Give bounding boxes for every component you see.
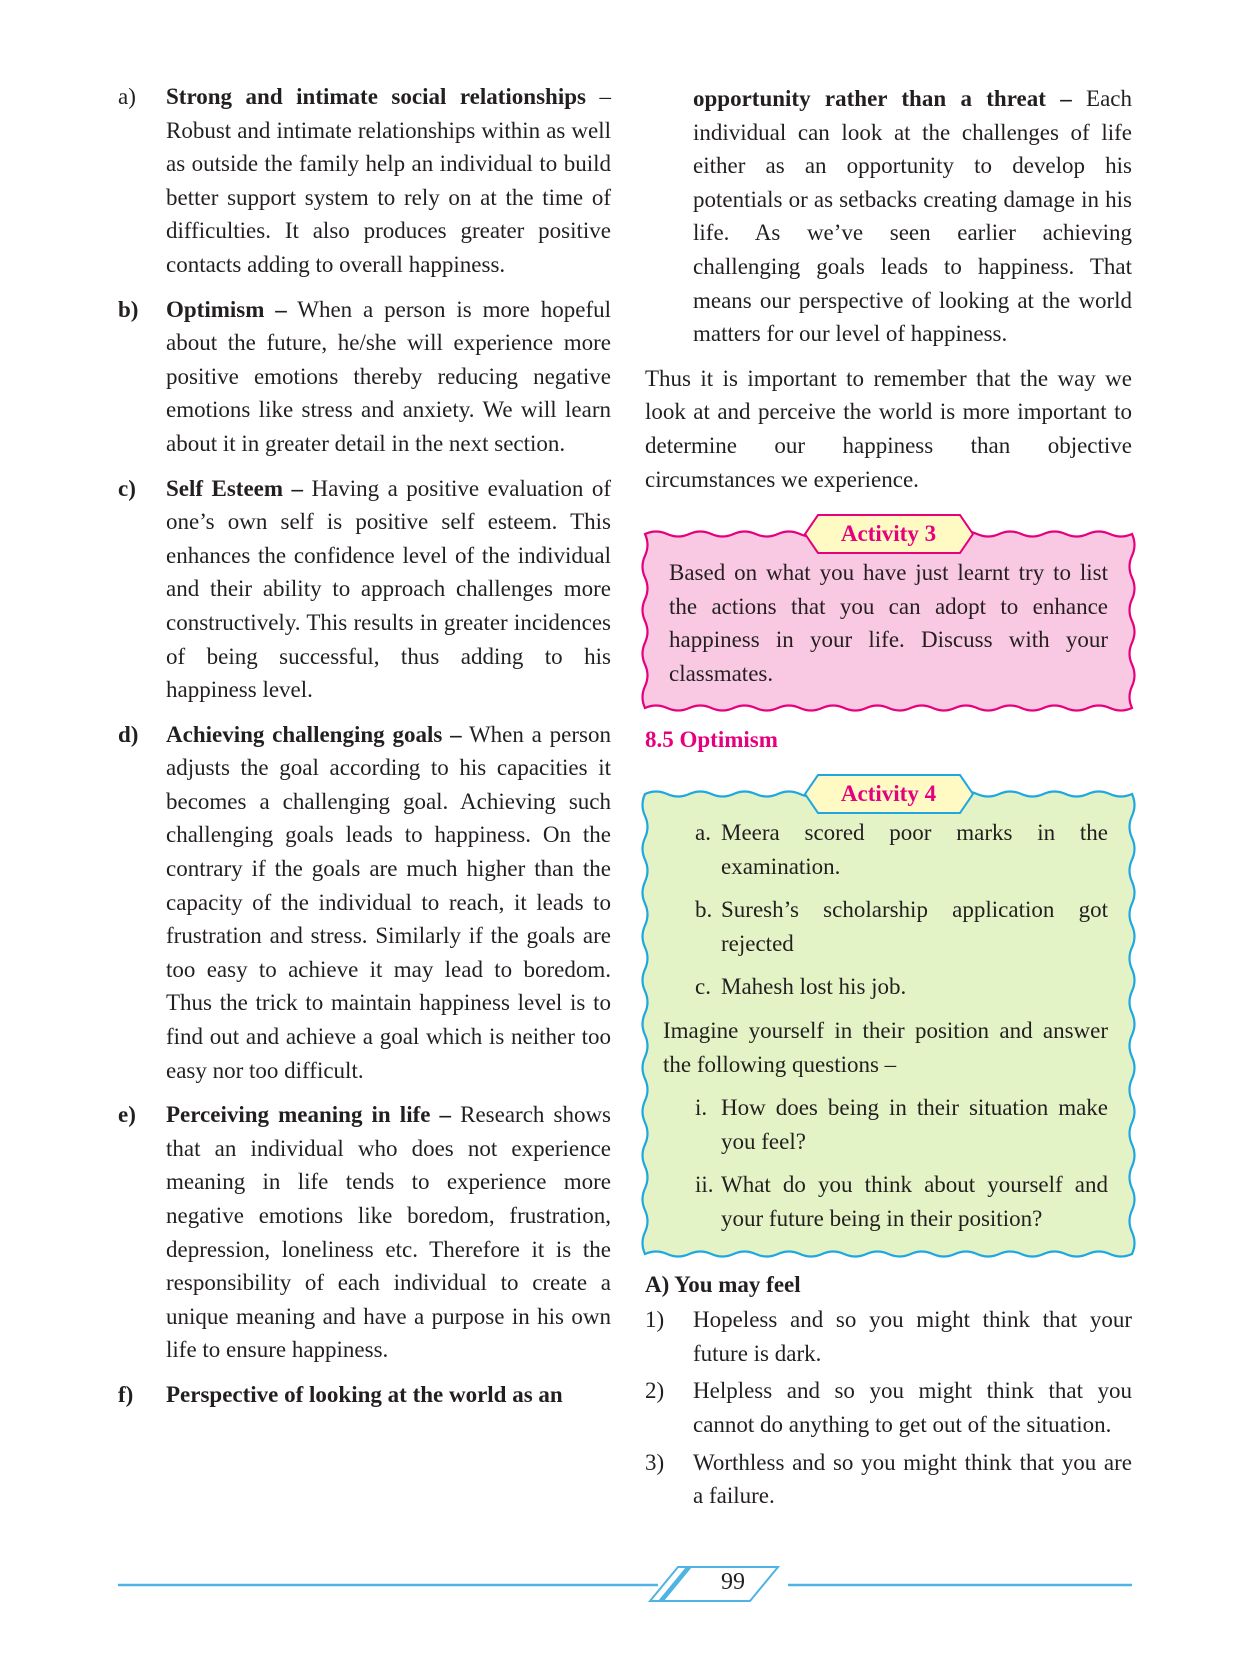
- item-text: Having a positive evaluation of one’s own self is positive self esteem. This enhances the confidence level of the individual and their ability to approach challenges more constructively. This results in greater incidences of being successful, thus adding to his happiness level.: [166, 475, 612, 703]
- item-title: opportunity rather than a threat –: [693, 86, 1072, 111]
- list-item: [118, 80, 611, 282]
- list-item: [118, 293, 611, 461]
- item-marker: b): [118, 296, 139, 322]
- case-text: Meera scored poor marks in the examination.: [721, 820, 1108, 879]
- item-title: Optimism –: [166, 296, 287, 322]
- list-item: [118, 718, 611, 1088]
- left-column: [118, 80, 611, 1423]
- continued-item: [645, 82, 1132, 351]
- page-footer: [118, 1565, 1132, 1605]
- item-marker: a): [118, 84, 136, 109]
- list-item: [118, 1378, 611, 1412]
- item-marker: 2): [645, 1378, 665, 1404]
- item-marker: 3): [645, 1449, 665, 1475]
- case-marker: c.: [695, 974, 711, 1000]
- item-title: Perspective of looking at the world as an: [166, 1381, 563, 1407]
- section-heading: 8.5 Optimism: [645, 726, 778, 752]
- list-item: [118, 472, 611, 707]
- activity-4-box: [645, 781, 1132, 1254]
- item-text: Helpless and so you might think that you cannot do anything to get out of the situation.: [693, 1378, 1132, 1437]
- item-text: When a person adjusts the goal according to his capacities it becomes a challenging goal. Achieving such challenging goals leads to happiness. On the contrary if the goals are much higher than the capacity of the individual to reach, it leads to frustration and stress. Similarly if the goals are too easy to achieve it may lead to boredom. Thus the trick to maintain happiness level is to find out and achieve a goal which is neither too easy nor too difficult.: [166, 721, 611, 1083]
- question-text: How does being in their situation make you feel?: [721, 1095, 1108, 1154]
- list-item: [118, 1098, 611, 1367]
- item-marker: f): [118, 1381, 134, 1407]
- item-marker: e): [118, 1102, 136, 1128]
- item-text: Research shows that an individual who does not experience meaning in life tends to experience more negative emotions like boredom, frustration, depression, loneliness etc. Therefore it is the responsibility of each individual to create a unique meaning and have a purpose in his own life to ensure happiness.: [166, 1102, 612, 1363]
- case-text: Suresh’s scholarship application got rejected: [721, 897, 1108, 956]
- summary-paragraph: Thus it is important to remember that the way we look at and perceive the world is more important to determine our happiness than objective circumstances we experience.: [645, 365, 1132, 492]
- list-item: [645, 1303, 1132, 1370]
- item-marker: d): [118, 721, 139, 747]
- item-text: Worthless and so you might think that you are a failure.: [693, 1449, 1132, 1509]
- right-column: [645, 82, 1132, 1524]
- question-marker: ii.: [695, 1172, 714, 1198]
- item-text: – Robust and intimate relationships within as well as outside the family help an individual to build better support system to rely on at the time of difficulties. It also produces greater positive contacts adding to overall happiness.: [166, 84, 611, 277]
- question-item: [663, 1168, 1108, 1235]
- activity-4-content: [645, 794, 1132, 1254]
- case-marker: b.: [695, 897, 713, 923]
- item-title: Achieving challenging goals –: [166, 721, 462, 747]
- item-title: Perceiving meaning in life –: [166, 1102, 452, 1128]
- question-text: What do you think about yourself and your future being in their position?: [721, 1172, 1108, 1232]
- item-marker: c): [118, 475, 136, 501]
- page-number: 99: [721, 1569, 745, 1595]
- list-item: [645, 1374, 1132, 1441]
- item-text: When a person is more hopeful about the future, he/she will experience more positive emotions thereby reducing negative emotions like stress and anxiety. We will learn about it in greater detail in the next section.: [166, 296, 611, 456]
- item-title: Self Esteem –: [166, 475, 303, 501]
- case-text: Mahesh lost his job.: [721, 974, 907, 1000]
- activity-3-text: Based on what you have just learnt try to list the actions that you can adopt to enhance happiness in your life. Discuss with your classmates.: [669, 560, 1108, 686]
- item-text: Each individual can look at the challenges of life either as an opportunity to develop his potentials or as setbacks creating damage in his life. As we’ve seen earlier achieving challenging goals leads to happiness. That means our perspective of looking at the world matters for our level of happiness.: [693, 86, 1132, 347]
- item-title: Strong and intimate social relationships: [166, 84, 586, 109]
- case-item: [663, 816, 1108, 883]
- activity-3-box: [645, 521, 1132, 708]
- case-item: [663, 893, 1108, 960]
- question-marker: i.: [695, 1095, 708, 1121]
- list-item: [645, 1446, 1132, 1513]
- case-item: [663, 970, 1108, 1004]
- activity-4-prompt: Imagine yourself in their position and answer the following questions –: [663, 1018, 1108, 1077]
- item-marker: 1): [645, 1307, 665, 1333]
- activity-3-label: Activity 3: [840, 521, 937, 547]
- feel-heading: A) You may feel: [645, 1271, 801, 1297]
- question-item: [663, 1091, 1108, 1158]
- activity-4-label: Activity 4: [840, 781, 937, 807]
- footer-decoration: [118, 1565, 1132, 1605]
- item-text: Hopeless and so you might think that your future is dark.: [693, 1307, 1132, 1366]
- case-marker: a.: [695, 820, 711, 846]
